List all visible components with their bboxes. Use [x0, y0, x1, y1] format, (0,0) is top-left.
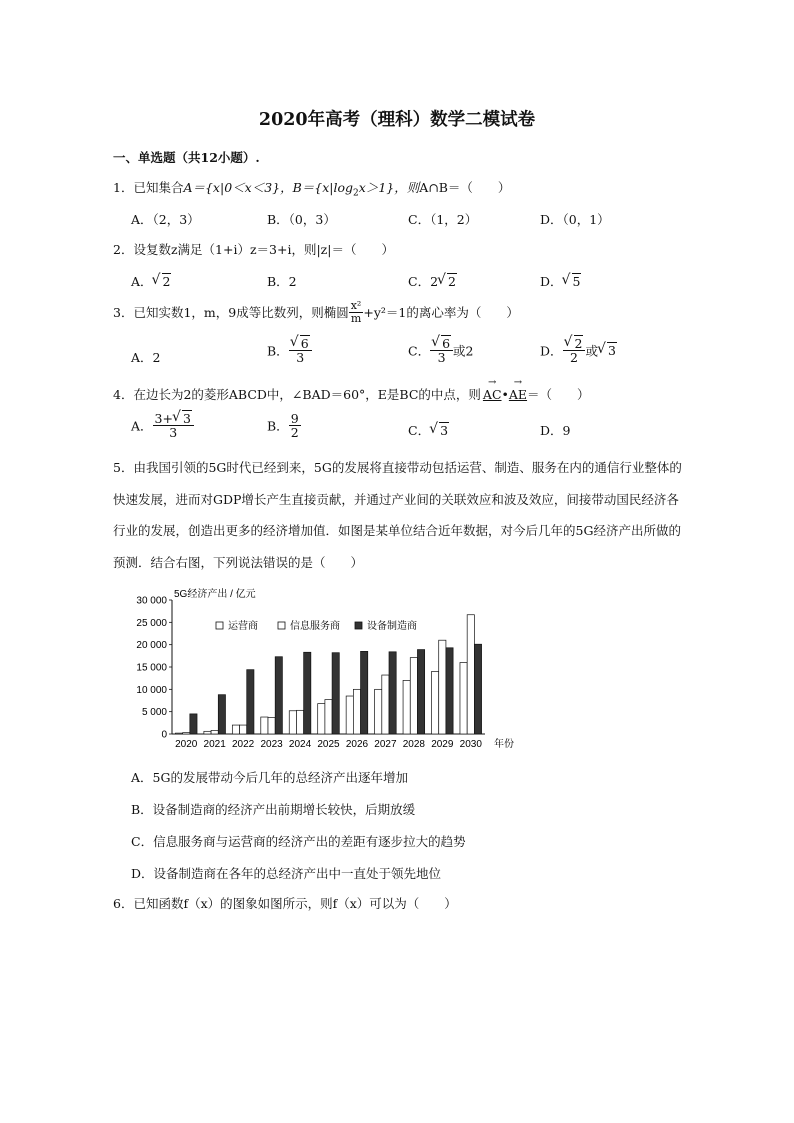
q3-option-d: D． √ $\frac{2}{2}$ 或√ 3	[540, 337, 617, 364]
question-3-stem: 3．已知实数1，m，9成等比数列，则椭圆 $\frac{\text{x²}}{m}$ +y²＝1的离心率为（ ）	[113, 299, 519, 325]
bar-2025-series-1	[325, 700, 332, 734]
bar-2027-series-0	[375, 689, 382, 734]
bar-2024-series-1	[296, 710, 303, 734]
bar-2022-series-2	[247, 670, 254, 734]
bar-2020-series-2	[190, 714, 197, 734]
q1-option-c: C．（1，2）	[408, 212, 478, 227]
bar-2030-series-2	[474, 644, 481, 734]
bar-2030-series-1	[467, 615, 474, 734]
x-tick-label: 2023	[260, 739, 283, 750]
chart-ylabel: 5G经济产出 / 亿元	[174, 589, 256, 600]
bar-2023-series-1	[268, 717, 275, 734]
y-tick-label: 0	[161, 729, 167, 741]
page-title: 2020年高考（理科）数学二模试卷	[258, 110, 536, 130]
bar-2022-series-0	[232, 725, 239, 734]
q5-option-a: A．5G的发展带动今后几年的总经济产出逐年增加	[131, 770, 408, 785]
q4-option-d: D．9	[540, 423, 571, 438]
x-tick-label: 2027	[374, 739, 397, 750]
section-heading: 一、单选题（共12小题）.	[113, 150, 260, 165]
bar-2025-series-0	[318, 704, 325, 734]
bar-2025-series-2	[332, 653, 339, 734]
5g-output-chart	[128, 583, 533, 753]
y-tick-label: 15 000	[136, 662, 167, 674]
question-2-stem: 2．设复数z满足（1+i）z＝3+i，则|z|＝（ ）	[113, 242, 394, 257]
legend-swatch-info-service	[278, 622, 285, 629]
bar-2020-series-0	[175, 733, 182, 734]
bar-2026-series-2	[361, 651, 368, 734]
q2-option-d: D．√ 5	[540, 272, 581, 290]
q3-option-c: C． √ $\frac{6}{3}$ 或2	[408, 337, 473, 364]
x-tick-label: 2028	[402, 739, 425, 750]
q4-option-a: A． $\frac{3+√ 3}{3}$	[131, 412, 194, 439]
y-tick-label: 20 000	[136, 640, 167, 652]
vector-ac: → AC	[483, 387, 502, 402]
bar-2021-series-2	[218, 695, 225, 734]
q4-option-c: C．√ 3	[408, 421, 449, 439]
q5-option-c: C．信息服务商与运营商的经济产出的差距有逐步拉大的趋势	[131, 834, 466, 849]
question-4-stem: 4．在边长为2的菱形ABCD中，∠BAD＝60°，E是BC的中点，则→ AC•→ AE＝（ ）	[113, 385, 590, 403]
bar-2021-series-1	[211, 730, 218, 734]
q3-option-a: A．2	[131, 350, 161, 365]
bar-2024-series-2	[304, 652, 311, 734]
y-tick-label: 10 000	[136, 684, 167, 696]
question-5-stem: 5．由我国引领的5G时代已经到来，5G的发展将直接带动包括运营、制造、服务在内的通信行业整体的快速发展，进而对GDP增长产生直接贡献，并通过产业间的关联效应和波及效应，间接带动国民经济各行业的发展，创造出更多的经济增加值．如图是某单位结合近年数据，对今后几年的5G经济产出所做的预测．结合右图，下列说法错误的是（ ）	[113, 460, 682, 570]
y-tick-label: 30 000	[136, 595, 167, 607]
bar-2023-series-2	[275, 657, 282, 734]
bar-2027-series-1	[382, 675, 389, 734]
bar-2028-series-0	[403, 680, 410, 734]
q4-option-b: B． $\frac{9}{2}$	[267, 411, 299, 441]
q2-option-b: B．2	[267, 274, 297, 289]
bar-2029-series-2	[446, 648, 453, 734]
bar-2030-series-0	[460, 663, 467, 734]
legend-swatch-equipment	[355, 622, 362, 629]
legend-label-equipment: 设备制造商	[367, 621, 417, 632]
question-6-stem: 6．已知函数f（x）的图象如图所示，则f（x）可以为（ ）	[113, 896, 457, 911]
q1-option-b: B．（0，3）	[267, 212, 336, 227]
bar-2022-series-1	[240, 725, 247, 734]
chart-legend	[216, 619, 417, 632]
legend-swatch-operator	[216, 622, 223, 629]
x-tick-label: 2020	[175, 739, 198, 750]
legend-label-operator: 运营商	[228, 621, 258, 632]
q5-option-d: D．设备制造商在各年的总经济产出中一直处于领先地位	[131, 866, 442, 881]
vector-ae: → AE	[509, 387, 527, 402]
x-tick-label: 2022	[232, 739, 255, 750]
bar-2028-series-2	[417, 650, 424, 734]
y-tick-label: 25 000	[136, 617, 167, 629]
x-tick-label: 2029	[431, 739, 454, 750]
bar-2029-series-1	[439, 640, 446, 734]
y-tick-label: 5 000	[141, 707, 167, 719]
bar-2021-series-0	[204, 731, 211, 734]
bar-2023-series-0	[261, 717, 268, 734]
bar-2028-series-1	[410, 658, 417, 734]
x-tick-label: 2021	[203, 739, 226, 750]
q1-option-d: D．（0，1）	[540, 212, 610, 227]
question-1-stem: 1．已知集合A＝{x|0＜x＜3}，$B=\{x|\log_2x>1\}$，则A∩B＝（ ）	[113, 180, 511, 199]
x-tick-label: 2030	[459, 739, 482, 750]
bar-2020-series-1	[183, 733, 190, 734]
q2-option-c: C．2√ 2	[408, 272, 457, 290]
bar-2024-series-0	[289, 711, 296, 734]
bar-2026-series-1	[353, 689, 360, 734]
bar-2029-series-0	[432, 671, 439, 734]
q3-option-b: B． √ $\frac{6}{3}$	[267, 337, 312, 364]
x-tick-label: 2025	[317, 739, 340, 750]
legend-label-info-service: 信息服务商	[290, 621, 340, 632]
bar-2027-series-2	[389, 652, 396, 734]
q1-option-a: A．（2，3）	[131, 212, 200, 227]
chart-xlabel: 年份	[494, 739, 514, 750]
q2-option-a: A．√ 2	[131, 272, 171, 290]
x-tick-label: 2026	[345, 739, 369, 750]
bar-2026-series-0	[346, 696, 353, 734]
x-tick-label: 2024	[288, 739, 312, 750]
q5-option-b: B．设备制造商的经济产出前期增长较快，后期放缓	[131, 802, 416, 817]
